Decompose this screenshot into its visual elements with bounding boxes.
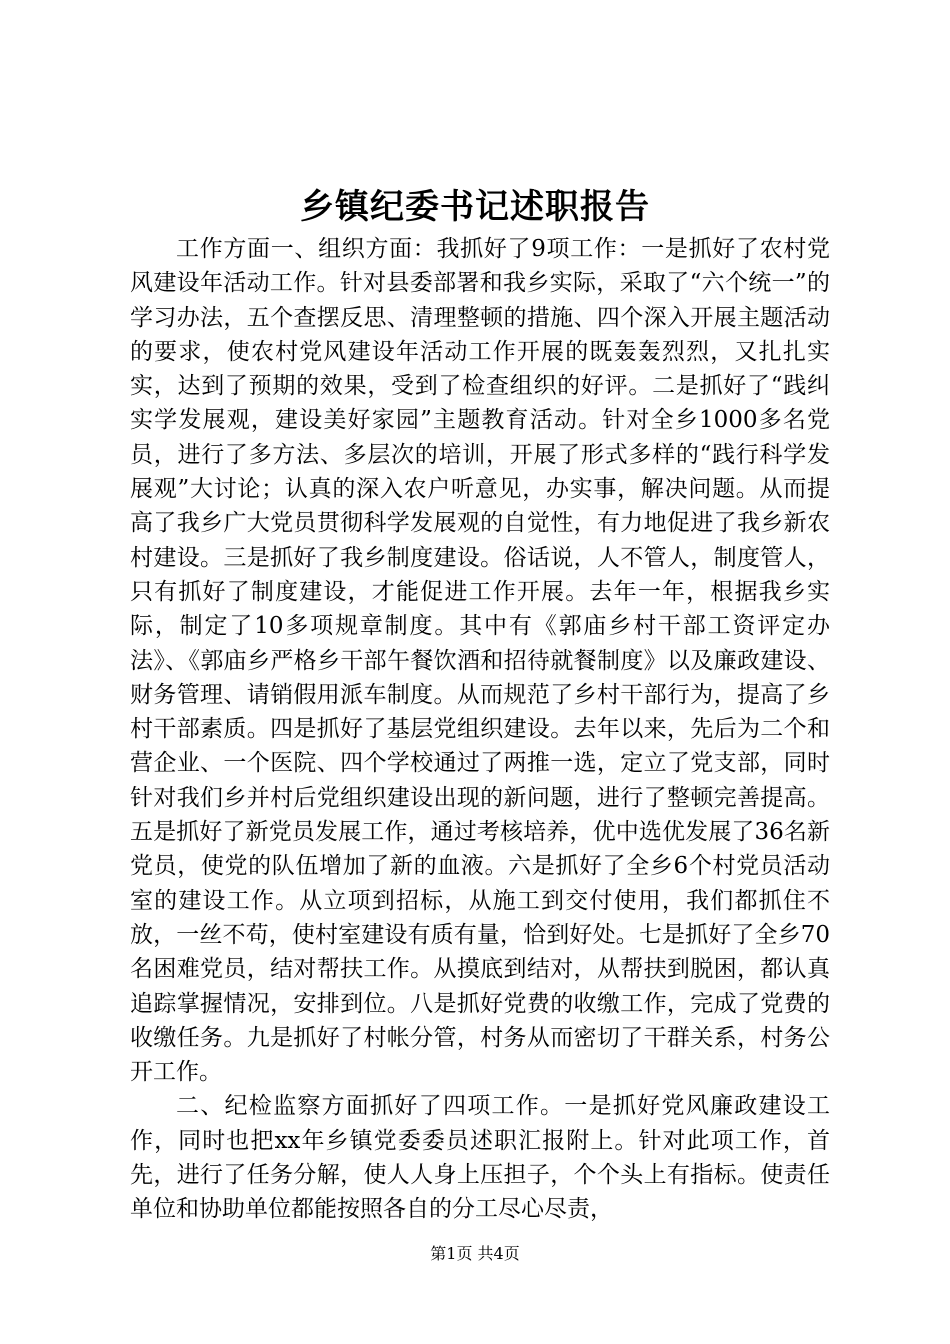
- document-body: [130, 232, 830, 1227]
- page-number-footer: 第1页 共4页: [430, 1244, 520, 1263]
- paragraph-discipline-inspection: 二、纪检监察方面抓好了四项工作。一是抓好党风廉政建设工作，同时也把xx年乡镇党委委员述职汇报附上。针对此项工作，首先，进行了任务分解，使人人身上压担子，个个头上有指标。使责任单位和协助单位都能按照各自的分工尽心尽责，: [130, 1093, 830, 1223]
- paragraph-organization-work: 工作方面一、组织方面：我抓好了9项工作：一是抓好了农村党风建设年活动工作。针对县委部署和我乡实际，采取了“六个统一”的学习办法，五个查摆反思、清理整顿的措施、四个深入开展主题活动的要求，使农村党风建设年活动工作开展的既轰轰烈烈，又扎扎实实，达到了预期的效果，受到了检查组织的好评。二是抓好了“践纠实学发展观，建设美好家园”主题教育活动。针对全乡1000多名党员，进行了多方法、多层次的培训，开展了形式多样的“践行科学发展观”大讨论；认真的深入农户听意见，办实事，解决问题。从而提高了我乡广大党员贯彻科学发展观的自觉性，有力地促进了我乡新农村建设。三是抓好了我乡制度建设。俗话说，人不管人，制度管人，只有抓好了制度建设，才能促进工作开展。去年一年，根据我乡实际，制定了10多项规章制度。其中有《郭庙乡村干部工资评定办法》、《郭庙乡严格乡干部午餐饮酒和招待就餐制度》以及廉政建设、财务管理、请销假用派车制度。从而规范了乡村干部行为，提高了乡村干部素质。四是抓好了基层党组织建设。去年以来，先后为二个和营企业、一个医院、四个学校通过了两推一选，定立了党支部，同时针对我们乡并村后党组织建设出现的新问题，进行了整顿完善提高。五是抓好了新党员发展工作，通过考核培养，优中选优发展了36名新党员，使党的队伍增加了新的血液。六是抓好了全乡6个村党员活动室的建设工作。从立项到招标，从施工到交付使用，我们都抓住不放，一丝不苟，使村室建设有质有量，恰到好处。七是抓好了全乡70名困难党员，结对帮扶工作。从摸底到结对，从帮扶到脱困，都认真追踪掌握情况，安排到位。八是抓好党费的收缴工作，完成了党费的收缴任务。九是抓好了村帐分管，村务从而密切了干群关系，村务公开工作。: [130, 236, 830, 1086]
- document-title: 乡镇纪委书记述职报告: [300, 187, 650, 227]
